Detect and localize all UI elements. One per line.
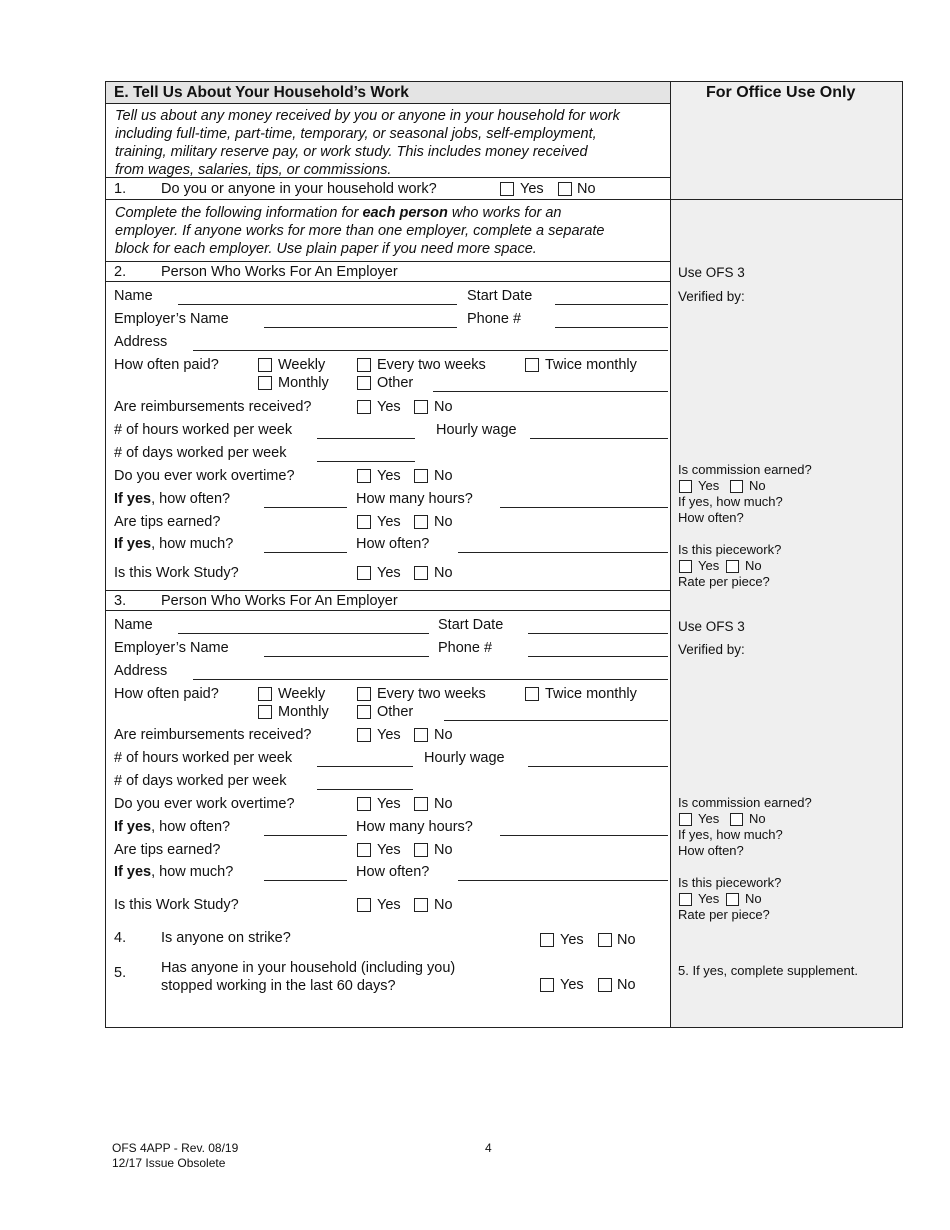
b2-wage-field[interactable] [530,438,668,439]
b2-how-many-hours-field[interactable] [500,507,668,508]
q5-text-line-2: stopped working in the last 60 days? [161,978,396,994]
b3-tips-yes-checkbox[interactable] [357,843,371,857]
q4-no-checkbox[interactable] [598,933,612,947]
b2-address-field[interactable] [193,350,668,351]
b3-reimbursements: Are reimbursements received? [114,727,312,743]
b3-office-how-often: How often? [678,843,744,858]
b2-piecework-no-label: No [745,558,762,573]
q2-number: 2. [114,264,127,280]
b3-if-yes-how-much: If yes, how much? [678,827,783,842]
b3-wage-field[interactable] [528,766,668,767]
b3-use-ofs3: Use OFS 3 [678,619,745,634]
b3-reimb-no-label: No [434,727,453,743]
instruction-line-3: block for each employer. Use plain paper if you need more space. [115,241,537,257]
q5-office-note: 5. If yes, complete supplement. [678,963,858,978]
b3-twice-monthly-label: Twice monthly [545,686,637,702]
q5-text-line-1: Has anyone in your household (including you) [161,960,456,976]
b3-ws-yes-checkbox[interactable] [357,898,371,912]
b3-reimb-yes-checkbox[interactable] [357,728,371,742]
b3-tips-how-often: How often? [356,864,430,880]
intro-line: from wages, salaries, tips, or commissions. [115,162,392,178]
q1-number: 1. [114,181,127,197]
b3-ws-yes-label: Yes [377,897,401,913]
instruction-line-1: Complete the following information for each person who works for an [115,205,562,221]
b2-twice-monthly-checkbox[interactable] [525,358,539,372]
b2-tips-how-much-field[interactable] [264,552,347,553]
b2-name-field[interactable] [178,304,457,305]
instruction-line-2: employer. If anyone works for more than one employer, complete a separate [115,223,605,239]
b2-verified-by: Verified by: [678,289,745,304]
b3-overtime-yes-checkbox[interactable] [357,797,371,811]
b3-every-two-weeks-label: Every two weeks [377,686,486,702]
b2-office-how-often: How often? [678,510,744,525]
b2-commission: Is commission earned? [678,462,812,477]
b3-overtime-how-often-field[interactable] [264,835,347,836]
b3-employer-label: Employer’s Name [114,640,229,656]
q1-no-label: No [577,181,596,197]
b3-days-field[interactable] [317,789,413,790]
b2-piecework-no-checkbox[interactable] [726,560,739,573]
b2-other-field[interactable] [433,391,668,392]
b2-tips-how-much: If yes, how much? [114,536,234,552]
b2-weekly-label: Weekly [278,357,326,373]
b3-name-field[interactable] [178,633,429,634]
b2-work-study: Is this Work Study? [114,565,239,581]
b3-overtime: Do you ever work overtime? [114,796,295,812]
b2-employer-field[interactable] [264,327,457,328]
b2-how-many-hours: How many hours? [356,491,473,507]
b2-overtime-how-often: If yes, how often? [114,491,231,507]
b2-wage-label: Hourly wage [436,422,517,438]
b2-monthly-checkbox[interactable] [258,376,272,390]
b3-start-date-label: Start Date [438,617,504,633]
b3-piecework-no-label: No [745,891,762,906]
b2-commission-yes-label: Yes [698,478,720,493]
q5-no-checkbox[interactable] [598,978,612,992]
b3-commission-yes-label: Yes [698,811,720,826]
intro-line: including full-time, part-time, temporary, or seasonal jobs, self-employment, [115,126,597,142]
b3-monthly-label: Monthly [278,704,329,720]
b2-tips-no-checkbox[interactable] [414,515,428,529]
footer-form-id: OFS 4APP - Rev. 08/19 [112,1141,239,1155]
b2-reimb-yes-label: Yes [377,399,401,415]
b2-reimb-no-checkbox[interactable] [414,400,428,414]
b2-tips-how-often-field[interactable] [458,552,668,553]
b3-reimb-yes-label: Yes [377,727,401,743]
b3-weekly-label: Weekly [278,686,326,702]
rule [106,590,670,591]
b2-every-two-weeks-checkbox[interactable] [357,358,371,372]
q5-number: 5. [114,965,127,981]
b2-hours-field[interactable] [317,438,415,439]
b2-overtime-no-label: No [434,468,453,484]
b2-use-ofs3: Use OFS 3 [678,265,745,280]
b2-every-two-weeks-label: Every two weeks [377,357,486,373]
b3-piecework-no-checkbox[interactable] [726,893,739,906]
intro-line: Tell us about any money received by you or anyone in your household for work [115,108,620,124]
b3-monthly-checkbox[interactable] [258,705,272,719]
b2-overtime: Do you ever work overtime? [114,468,295,484]
b3-tips-how-much-field[interactable] [264,880,347,881]
b3-employer-field[interactable] [264,656,429,657]
b2-reimb-yes-checkbox[interactable] [357,400,371,414]
rule [106,281,670,282]
q3-title: Person Who Works For An Employer [161,593,398,609]
q5-no-label: No [617,977,636,993]
b2-tips-no-label: No [434,514,453,530]
b2-address-label: Address [114,334,168,350]
b2-ws-no-checkbox[interactable] [414,566,428,580]
b2-name-label: Name [114,288,153,304]
b3-other-field[interactable] [444,720,668,721]
b2-if-yes-how-much: If yes, how much? [678,494,783,509]
rule [106,610,670,611]
b2-twice-monthly-label: Twice monthly [545,357,637,373]
b3-how-many-hours-field[interactable] [500,835,668,836]
b2-monthly-label: Monthly [278,375,329,391]
b3-wage-label: Hourly wage [424,750,505,766]
q4-number: 4. [114,930,127,946]
office-rule [670,199,903,200]
b2-piecework-yes-label: Yes [698,558,720,573]
b3-name-label: Name [114,617,153,633]
b3-phone-label: Phone # [438,640,493,656]
b3-every-two-weeks-checkbox[interactable] [357,687,371,701]
b3-work-study: Is this Work Study? [114,897,239,913]
b3-tips-no-checkbox[interactable] [414,843,428,857]
office-use-title: For Office Use Only [706,84,856,101]
q5-yes-label: Yes [560,977,584,993]
b2-start-date-field[interactable] [555,304,668,305]
b2-other-checkbox[interactable] [357,376,371,390]
rule [106,199,670,200]
b3-tips-yes-label: Yes [377,842,401,858]
footer-obsolete: 12/17 Issue Obsolete [112,1156,226,1170]
b3-how-many-hours: How many hours? [356,819,473,835]
b3-tips-how-often-field[interactable] [458,880,668,881]
b3-how-often-paid: How often paid? [114,686,219,702]
b2-phone-field[interactable] [555,327,668,328]
b2-piecework-yes-checkbox[interactable] [679,560,692,573]
b3-tips-no-label: No [434,842,453,858]
b2-overtime-how-often-field[interactable] [264,507,347,508]
q5-yes-checkbox[interactable] [540,978,554,992]
b3-phone-field[interactable] [528,656,668,657]
b2-overtime-yes-checkbox[interactable] [357,469,371,483]
q2-title: Person Who Works For An Employer [161,264,398,280]
b3-weekly-checkbox[interactable] [258,687,272,701]
b2-overtime-yes-label: Yes [377,468,401,484]
b3-overtime-no-checkbox[interactable] [414,797,428,811]
b2-overtime-no-checkbox[interactable] [414,469,428,483]
b2-tips-yes-label: Yes [377,514,401,530]
q1-yes-checkbox[interactable] [500,182,514,196]
q4-no-label: No [617,932,636,948]
b3-commission-no-checkbox[interactable] [730,813,743,826]
b3-rate-per-piece: Rate per piece? [678,907,770,922]
q3-number: 3. [114,593,127,609]
b3-address-field[interactable] [193,679,668,680]
b2-reimb-no-label: No [434,399,453,415]
b3-commission-no-label: No [749,811,766,826]
b3-reimb-no-checkbox[interactable] [414,728,428,742]
b3-piecework-yes-checkbox[interactable] [679,893,692,906]
b2-hours-label: # of hours worked per week [114,422,293,438]
b2-ws-no-label: No [434,565,453,581]
b2-reimbursements: Are reimbursements received? [114,399,312,415]
b3-address-label: Address [114,663,168,679]
b2-commission-no-label: No [749,478,766,493]
b3-other-checkbox[interactable] [357,705,371,719]
b2-commission-no-checkbox[interactable] [730,480,743,493]
b3-commission: Is commission earned? [678,795,812,810]
b3-piecework-yes-label: Yes [698,891,720,906]
b3-other-label: Other [377,704,414,720]
b3-overtime-how-often: If yes, how often? [114,819,231,835]
b2-start-date-label: Start Date [467,288,533,304]
b2-tips: Are tips earned? [114,514,221,530]
b2-commission-yes-checkbox[interactable] [679,480,692,493]
b3-overtime-yes-label: Yes [377,796,401,812]
b2-ws-yes-checkbox[interactable] [357,566,371,580]
b3-ws-no-checkbox[interactable] [414,898,428,912]
footer-page-number: 4 [485,1141,492,1155]
b2-how-often-paid: How often paid? [114,357,219,373]
b2-phone-label: Phone # [467,311,522,327]
b3-tips-how-much: If yes, how much? [114,864,234,880]
b2-rate-per-piece: Rate per piece? [678,574,770,589]
b3-hours-label: # of hours worked per week [114,750,293,766]
b3-verified-by: Verified by: [678,642,745,657]
q1-yes-label: Yes [520,181,544,197]
b3-hours-field[interactable] [317,766,413,767]
b2-days-label: # of days worked per week [114,445,287,461]
q4-yes-checkbox[interactable] [540,933,554,947]
b2-tips-how-often: How often? [356,536,430,552]
q4-text: Is anyone on strike? [161,930,291,946]
b2-days-field[interactable] [317,461,415,462]
q1-no-checkbox[interactable] [558,182,572,196]
q1-text: Do you or anyone in your household work? [161,181,437,197]
rule [106,261,670,262]
b3-commission-yes-checkbox[interactable] [679,813,692,826]
b2-ws-yes-label: Yes [377,565,401,581]
b3-piecework: Is this piecework? [678,875,782,890]
intro-line: training, military reserve pay, or work study. This includes money received [115,144,588,160]
b2-employer-label: Employer’s Name [114,311,229,327]
b3-days-label: # of days worked per week [114,773,287,789]
b2-other-label: Other [377,375,414,391]
b2-tips-yes-checkbox[interactable] [357,515,371,529]
b2-weekly-checkbox[interactable] [258,358,272,372]
b3-twice-monthly-checkbox[interactable] [525,687,539,701]
b2-piecework: Is this piecework? [678,542,782,557]
b3-ws-no-label: No [434,897,453,913]
q4-yes-label: Yes [560,932,584,948]
section-title: E. Tell Us About Your Household’s Work [114,84,409,101]
b3-start-date-field[interactable] [528,633,668,634]
b3-overtime-no-label: No [434,796,453,812]
b3-tips: Are tips earned? [114,842,221,858]
